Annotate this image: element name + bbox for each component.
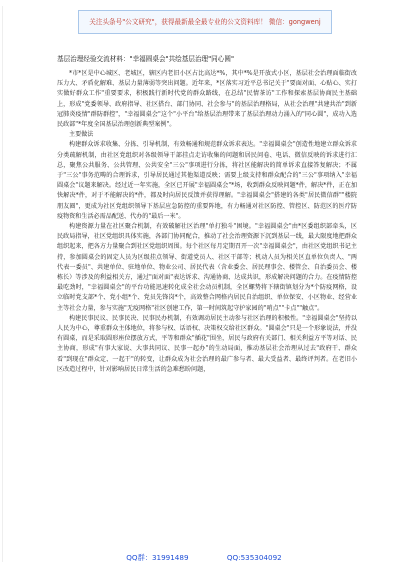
paragraph-2: 构建资源力量在社区聚合机制，有效破解社区治理"单打独斗"困境。"幸福圆桌会"由*区委组织部牵头，区民政局指导，社区党组织具体实施，各部门协同配合，推动了社会治理资源下沉到基层一线，最大限度地把群众组织起来，把各方力量聚合到社区党组织周围。每个社区每月定期召开一次"幸福圆桌会"，由社区党组织书记主持，参加圆桌会的固定人员为区级挂点领导、街道党员人、社区干部等；机动人员为相关区直单位负责人、"两代表一委员"、共建单位、驻地单位、物业公司、居民代表（含业委会、居民理事会、楼管会、自治委员会、楼栋长）等涉及的利益相关方，通过"面对面"表达诉求、沟通协商、达成共识，形成解决问题的合力。在疫情防控最吃劲时，"幸福圆桌会"的平台功能迅速转化成全社会动员机制，全区螺势将下辖街镇划分为*个防疫网格，设立临时党支部*个、党小组*个、党员先锋岗*个，高效整合网格内居民自治组织、单位保安、小区物业、经营业主等社会力量，参与实施"无疫网格"社区创建工作，第一时间筑起守护家园的"哨点""卡点""触点"。 bbox=[57, 223, 357, 312]
page-edge bbox=[2, 6, 3, 562]
footer-contact bbox=[0, 551, 408, 565]
paragraph-3: 构建民事民议、民事民决、民事民办机制，有效调动居民主动参与社区治理的积极性。"幸福圆桌会"坚持以人民为中心，尊重群众主体地位，将参与权、话语权、决策权交给社区群众。"圆桌会"只是一个形象说法，并没有圆桌，而是采取圆形座位摆放方式，平等和群众"插花"围坐，居民与政府有关部门、相关利益方平等对话、民主协商，形成"有事大家说、大事共同议、民事一起办"的生动局面，推动基层社会治理从过去"政府干、群众看"到现在"群众定、一起干"的转变，让群众成为社会治理的最广参与者、最大受益者、最终评判者。在老旧小区改造过程中，针对影响居民日常生活的急难愁盼问题， bbox=[57, 314, 357, 373]
document-title: 基层治理经验交流材料："幸福圆桌会"共绘基层治理"同心圆" bbox=[57, 55, 234, 63]
paragraph-intro: *市*区是中心城区、老城区，辖区内老旧小区占比高达*%，其中*%是开放式小区，基层社会治理面临街改压力大、矛盾化解难、基层力量薄弱等突出问题。近年来，*区落实习近平总书记关于"要面对面、心贴心、实打实做好群众工作"重要要求，积极践行新时代党的群众路线，在总结"民情茶访"工作和探索基层协商民主基础上，形成"党委领导、政府指导、社区搭台、部门协同、社会参与"的基层治理格局，从社会治理"共建共治"到新冠肺炎疫情"群防群控"，"幸福圆桌会"这个"小平台"给基层治理带来了基层治理动力涌入的"同心圆"，成功入选民政部"*年度全国基层治理创新典型案例"。 bbox=[57, 70, 357, 129]
section-heading: 主要做法 bbox=[69, 131, 94, 139]
paragraph-1: 构建群众诉求收集、分拣、引导机制，有效畅通和规范群众诉求表达。"幸福圆桌会"创造性地建立群众诉求分类疏解机制，由社区党组织对各级领导干部挂点走访收集的问题和居民问卷、电话、微信反映的诉求进行汇总，聚焦公共服务、公共管理、公共安全"三公"事项进行分拣，将社区能解决的简单诉求直接答复解决；不属于"三公"事务范畴的合理诉求，引导居民通过其他渠道反映；需要上级支持和群众配合的"三公"事项纳入"幸福圆桌会"议题来解决。经过近一年实施，全区已开展"幸福圆桌会"*场，收到群众反映问题*件，解决*件，正在加快解决*件，对于不能解决的*件，都及时向居民反馈并获得理解。"幸福圆桌会"搭建的各类"居民微信群""楼院朋友圈"，更成为社区党组织领导下基层应急防控的重要阵地，有力畅通对社区防控、管控区、防范区的医疗防疫物资和生活必需品配送、代办的"最后一米"。 bbox=[57, 141, 357, 220]
footer-qq[interactable]: QQ:535304092 bbox=[226, 553, 282, 562]
promo-banner[interactable]: 关注头条号"公文研究"，获得最新最全最专业的公文资料库！ 微信：gongwenj bbox=[78, 10, 332, 34]
document-body bbox=[57, 54, 357, 375]
footer-qq-group[interactable]: QQ群：31991489 bbox=[126, 553, 189, 562]
